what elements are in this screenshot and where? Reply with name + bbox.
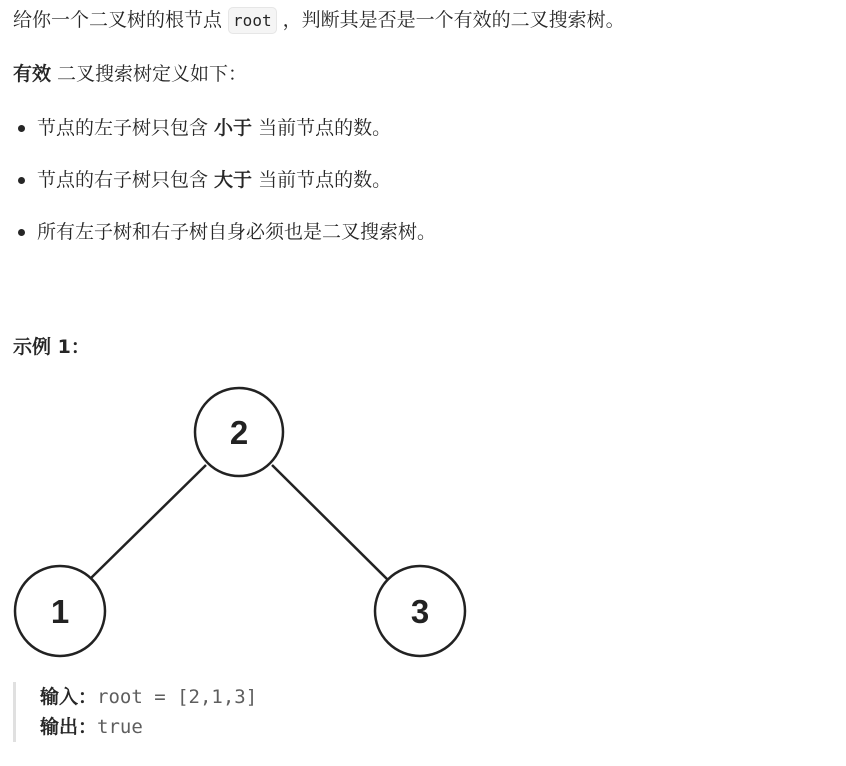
rule-text-after: 当前节点的数。	[252, 117, 392, 139]
tree-node-root	[195, 388, 283, 476]
rule-text-after: 当前节点的数。	[252, 169, 392, 191]
rule-text-before: 节点的左子树只包含	[37, 117, 215, 139]
tree-edge-right	[272, 465, 389, 581]
definition-bold: 有效	[13, 63, 52, 85]
tree-node-left	[15, 566, 105, 656]
intro-text-after: ，判断其是否是一个有效的二叉搜索树。	[276, 9, 625, 31]
tree-node-right-label: 3	[410, 593, 430, 630]
rule-text-before: 所有左子树和右子树自身必须也是二叉搜索树。	[37, 221, 437, 243]
rules-list	[13, 110, 436, 266]
rule-text-before: 节点的右子树只包含	[37, 169, 215, 191]
definition-paragraph	[13, 56, 247, 92]
output-value: true	[97, 716, 143, 738]
definition-text: 二叉搜索树定义如下：	[51, 63, 248, 85]
bullet-icon	[18, 125, 25, 132]
intro-text-before: 给你一个二叉树的根节点	[13, 9, 229, 31]
tree-node-right	[375, 566, 465, 656]
output-label: 输出：	[40, 716, 98, 738]
rule-bold: 小于	[214, 117, 253, 139]
binary-tree-diagram	[13, 385, 468, 660]
intro-paragraph	[13, 2, 625, 39]
tree-node-left-label: 1	[50, 593, 70, 630]
input-value: root = [2,1,3]	[97, 686, 258, 708]
list-item	[13, 162, 436, 214]
rule-bold: 大于	[214, 169, 253, 191]
example-io-block	[13, 682, 257, 742]
example-title: 示例 1：	[13, 336, 90, 358]
inline-code-root: root	[228, 7, 277, 34]
bullet-icon	[18, 177, 25, 184]
input-line	[40, 682, 257, 712]
input-label: 输入：	[40, 686, 98, 708]
tree-edge-left	[91, 465, 206, 578]
tree-node-root-label: 2	[229, 414, 249, 451]
output-line	[40, 712, 257, 742]
bullet-icon	[18, 229, 25, 236]
list-item	[13, 214, 436, 266]
list-item	[13, 110, 436, 162]
